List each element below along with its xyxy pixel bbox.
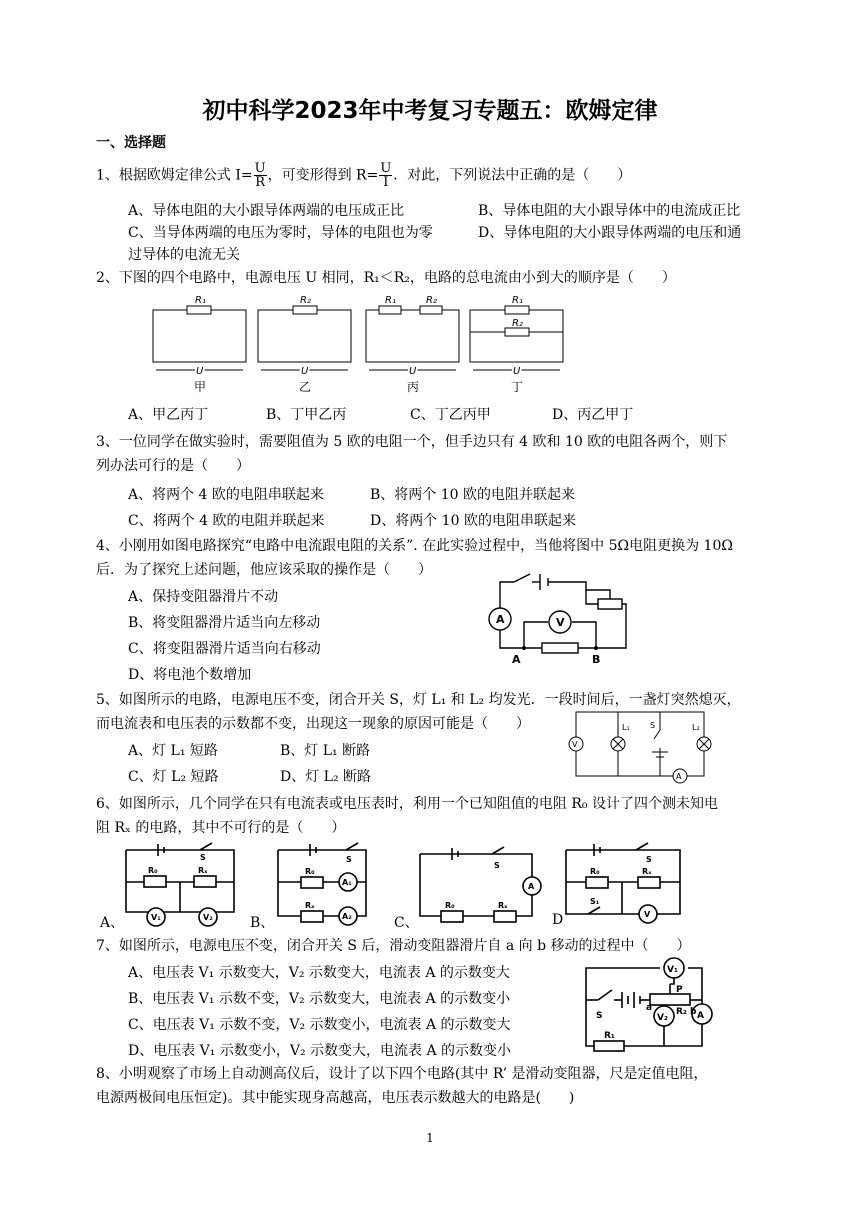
- question-5-stem-1: 5、如图所示的电路，电源电压不变，闭合开关 S，灯 L₁ 和 L₂ 均发光．一段时间后，一盏灯突然熄灭，: [96, 692, 741, 708]
- q7-ammeter-label: A: [697, 1011, 704, 1021]
- q3-option-a[interactable]: A、将两个 4 欧的电阻串联起来: [128, 487, 324, 503]
- page-title: 初中科学2023年中考复习专题五：欧姆定律: [202, 98, 658, 124]
- q1-frac1-den: R: [255, 175, 265, 190]
- q5-option-a[interactable]: A、灯 L₁ 短路: [128, 743, 218, 759]
- q4-ammeter-label: A: [496, 613, 505, 626]
- q6c-rx-label: Rₓ: [498, 901, 508, 910]
- q6a-v1-label: V₁: [151, 913, 161, 922]
- q3-option-d[interactable]: D、将两个 10 欧的电阻串联起来: [370, 513, 576, 529]
- q4-voltmeter-label: V: [556, 616, 565, 629]
- q6b-a1-label: A₁: [342, 878, 352, 887]
- section-heading: 一、选择题: [96, 135, 166, 151]
- q7-point-a-label: a: [646, 1003, 653, 1013]
- question-3-stem-1: 3、一位同学在做实验时，需要阻值为 5 欧的电阻一个，但手边只有 4 欧和 10 欧的电阻各两个，则下: [96, 434, 728, 450]
- q1-frac2-den: I: [383, 175, 389, 190]
- page-number: 1: [426, 1131, 434, 1145]
- q2-option-b[interactable]: B、丁甲乙丙: [266, 407, 347, 423]
- q5-voltmeter-label: V: [572, 740, 578, 749]
- q5-switch-label: S: [650, 721, 656, 730]
- q6b-r0-label: R₀: [305, 867, 315, 876]
- q2-caption-b: 乙: [299, 380, 312, 394]
- q7-option-d[interactable]: D、电压表 V₁ 示数变小，V₂ 示数变大，电流表 A 的示数变小: [128, 1043, 512, 1059]
- question-8-stem-2: 电源两极间电压恒定)。其中能实现身高越高，电压表示数越大的电路是( ): [96, 1090, 575, 1106]
- q6a-switch-label: S: [200, 853, 206, 862]
- q2-r1-label-a: R₁: [195, 295, 206, 306]
- question-6-stem-1: 6、如图所示，几个同学在只有电流表或电压表时，利用一个已知阻值的电阻 R₀ 设计了四个测未知电: [96, 796, 718, 812]
- q6-option-b[interactable]: B、: [250, 915, 275, 931]
- q7-point-b-label: b: [690, 1007, 697, 1017]
- q2-r2-label-c: R₂: [426, 295, 437, 306]
- q7-option-c[interactable]: C、电压表 V₁ 示数不变，V₂ 示数变小，电流表 A 的示数变大: [128, 1017, 511, 1033]
- question-1-stem: [96, 162, 631, 189]
- q2-u-label-a: U: [196, 366, 204, 377]
- q2-u-label-d: U: [513, 366, 521, 377]
- q2-r1-label-d: R₁: [512, 295, 523, 306]
- q7-switch-label: S: [596, 1011, 603, 1021]
- q6a-rx-label: Rₓ: [198, 866, 208, 875]
- q3-option-c[interactable]: C、将两个 4 欧的电阻并联起来: [128, 513, 325, 529]
- q6d-s1-label: S₁: [590, 897, 600, 906]
- q2-option-a[interactable]: A、甲乙丙丁: [128, 407, 209, 423]
- q4-option-a[interactable]: A、保持变阻器滑片不动: [128, 589, 279, 605]
- q7-r1-label: R₁: [604, 1031, 615, 1041]
- q6b-switch-label: S: [346, 855, 352, 864]
- q2-r2-label-b: R₂: [300, 295, 311, 306]
- q1-fraction-1: [254, 162, 267, 189]
- q6d-switch-label: S: [646, 855, 652, 864]
- q1-option-d[interactable]: D、导体电阻的大小跟导体两端的电压和通: [478, 225, 742, 241]
- q4-option-c[interactable]: C、将变阻器滑片适当向右移动: [128, 641, 321, 657]
- q1-option-a[interactable]: A、导体电阻的大小跟导体两端的电压成正比: [128, 203, 405, 219]
- q2-option-c[interactable]: C、丁乙丙甲: [410, 407, 491, 423]
- q5-option-b[interactable]: B、灯 L₁ 断路: [280, 743, 371, 759]
- q6c-r0-label: R₀: [445, 901, 455, 910]
- question-3-stem-2: 列办法可行的是（ ）: [96, 458, 250, 474]
- q2-u-label-b: U: [301, 366, 309, 377]
- q2-option-d[interactable]: D、丙乙甲丁: [552, 407, 634, 423]
- q6b-rx-label: Rₓ: [305, 901, 315, 910]
- question-5-stem-2: 而电流表和电压表的示数都不变，出现这一现象的原因可能是（ ）: [96, 716, 530, 732]
- q2-caption-c: 丙: [407, 380, 420, 394]
- question-4-stem-2: 后．为了探究上述问题，他应该采取的操作是（ ）: [96, 562, 432, 578]
- q3-option-b[interactable]: B、将两个 10 欧的电阻并联起来: [370, 487, 576, 503]
- q6-option-c[interactable]: C、: [394, 915, 419, 931]
- q1-option-b[interactable]: B、导体电阻的大小跟导体中的电流成正比: [478, 203, 741, 219]
- q5-circuit-figure: [566, 708, 714, 782]
- q6b-a2-label: A₂: [342, 912, 352, 921]
- q1-fraction-2: [379, 162, 392, 189]
- q7-circuit-figure: [576, 954, 716, 1058]
- q7-v1-label: V₁: [667, 965, 678, 975]
- q1-frac2-num: U: [380, 161, 392, 176]
- q6d-r0-label: R₀: [590, 867, 600, 876]
- q4-node-b-label: B: [592, 653, 601, 666]
- q7-option-a[interactable]: A、电压表 V₁ 示数变大，V₂ 示数变大，电流表 A 的示数变大: [128, 965, 510, 981]
- question-8-stem-1: 8、小明观察了市场上自动测高仪后，设计了以下四个电路(其中 R’ 是滑动变阻器，尺是定值电阻，: [96, 1066, 708, 1082]
- q5-l1-label: L₁: [622, 723, 630, 732]
- q6c-ammeter-label: A: [528, 882, 535, 891]
- q1-pre: 1、根据欧姆定律公式 I=: [96, 167, 253, 184]
- q6-option-a[interactable]: A、: [100, 915, 125, 931]
- q5-l2-label: L₂: [692, 723, 700, 732]
- q7-v2-label: V₂: [657, 1013, 668, 1023]
- q5-option-c[interactable]: C、灯 L₂ 短路: [128, 769, 219, 785]
- q2-caption-a: 甲: [194, 380, 207, 394]
- q1-option-d-cont: 过导体的电流无关: [128, 247, 240, 263]
- q6d-rx-label: Rₓ: [642, 867, 652, 876]
- question-4-stem-1: 4、小刚用如图电路探究“电路中电流跟电阻的关系”. 在此实验过程中，当他将图中 5Ω电阻更换为 10Ω: [96, 538, 733, 554]
- q7-option-b[interactable]: B、电压表 V₁ 示数不变，V₂ 示数变大，电流表 A 的示数变小: [128, 991, 511, 1007]
- q1-option-c[interactable]: C、当导体两端的电压为零时，导体的电阻也为零: [128, 225, 433, 241]
- question-2-stem: 2、下图的四个电路中，电源电压 U 相同，R₁＜R₂，电路的总电流由小到大的顺序是（ ）: [96, 270, 676, 286]
- q4-circuit-figure: [486, 560, 636, 668]
- q2-u-label-c: U: [409, 366, 417, 377]
- q5-option-d[interactable]: D、灯 L₂ 断路: [280, 769, 372, 785]
- q4-option-d[interactable]: D、将电池个数增加: [128, 667, 252, 683]
- q1-frac1-num: U: [254, 161, 266, 176]
- q2-r1-label-c: R₁: [385, 295, 396, 306]
- q7-r2-label: R₂: [676, 1007, 687, 1017]
- q2-r2-label-d: R₂: [512, 318, 523, 329]
- q1-mid: ，可变形得到 R=: [267, 167, 379, 184]
- q6c-switch-label: S: [494, 861, 500, 870]
- q1-post: ．对此，下列说法中正确的是（ ）: [393, 167, 632, 184]
- q6-option-d[interactable]: D: [552, 912, 564, 928]
- q4-option-b[interactable]: B、将变阻器滑片适当向左移动: [128, 615, 321, 631]
- q6a-v2-label: V₂: [203, 913, 213, 922]
- question-7-stem: 7、如图所示，电源电压不变，闭合开关 S 后，滑动变阻器滑片自 a 向 b 移动的过程中（ ）: [96, 938, 691, 954]
- q4-node-a-label: A: [512, 653, 521, 666]
- q2-caption-d: 丁: [511, 380, 524, 394]
- question-6-stem-2: 阻 Rₓ 的电路，其中不可行的是（ ）: [96, 820, 346, 836]
- q6d-voltmeter-label: V: [644, 910, 651, 919]
- q5-ammeter-label: A: [676, 772, 682, 781]
- q6a-r0-label: R₀: [148, 866, 158, 875]
- q2-circuits-figure: [150, 290, 570, 400]
- q7-slider-p-label: P: [676, 985, 683, 995]
